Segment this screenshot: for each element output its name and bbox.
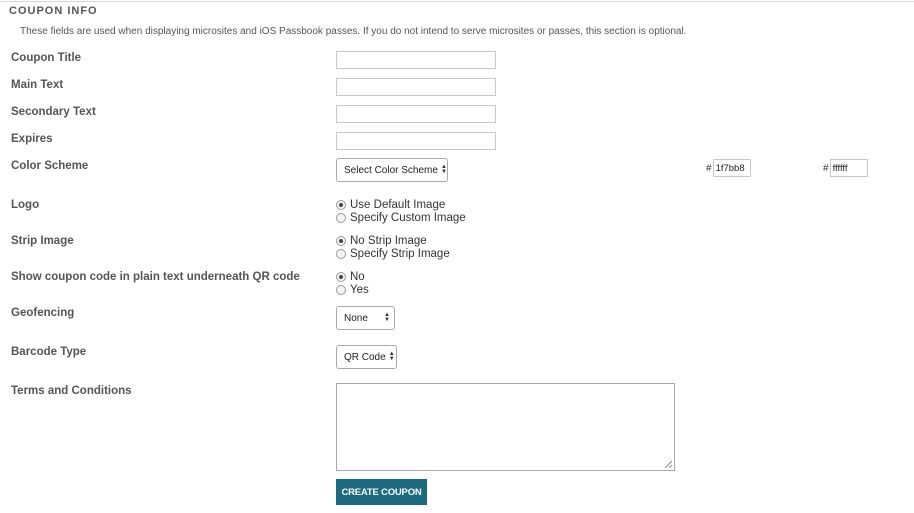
logo-label: Logo xyxy=(11,199,40,211)
secondary-color-input[interactable]: ffffff xyxy=(830,159,868,177)
show-code-option-no-label: No xyxy=(350,270,365,283)
radio-checked-icon[interactable] xyxy=(336,272,346,282)
primary-color-group xyxy=(706,159,751,177)
show-code-option-yes-label: Yes xyxy=(350,283,369,296)
radio-checked-icon[interactable] xyxy=(336,200,346,210)
select-arrows-icon: ▲ ▼ xyxy=(388,351,395,362)
create-coupon-button[interactable]: CREATE COUPON xyxy=(336,479,427,505)
secondary-color-group xyxy=(823,159,868,177)
logo-option-default[interactable] xyxy=(336,198,466,211)
primary-color-input[interactable]: 1f7bb8 xyxy=(713,159,751,177)
radio-unchecked-icon[interactable] xyxy=(336,285,346,295)
logo-radio-group xyxy=(336,198,466,224)
color-scheme-select-value: Select Color Scheme xyxy=(344,164,438,176)
hash-symbol: # xyxy=(823,162,829,174)
section-title: COUPON INFO xyxy=(9,5,98,17)
geofencing-select[interactable] xyxy=(336,306,395,330)
coupon-title-label: Coupon Title xyxy=(11,52,82,64)
show-code-label: Show coupon code in plain text underneath QR code xyxy=(11,271,300,283)
show-code-radio-group xyxy=(336,270,369,296)
top-divider xyxy=(0,1,914,2)
select-arrows-icon: ▲ ▼ xyxy=(440,164,447,175)
barcode-type-label: Barcode Type xyxy=(11,346,87,358)
strip-image-label: Strip Image xyxy=(11,235,74,247)
geofencing-label: Geofencing xyxy=(11,307,75,319)
secondary-text-input[interactable] xyxy=(336,105,496,123)
barcode-type-select-value: QR Code xyxy=(344,351,386,363)
show-code-option-yes[interactable] xyxy=(336,283,369,296)
main-text-input[interactable] xyxy=(336,78,496,96)
secondary-text-label: Secondary Text xyxy=(11,106,96,118)
radio-unchecked-icon[interactable] xyxy=(336,249,346,259)
radio-unchecked-icon[interactable] xyxy=(336,213,346,223)
geofencing-select-value: None xyxy=(344,312,368,324)
terms-label: Terms and Conditions xyxy=(11,385,132,397)
strip-option-none-label: No Strip Image xyxy=(350,234,427,247)
select-arrows-icon: ▲ ▼ xyxy=(384,312,390,323)
radio-checked-icon[interactable] xyxy=(336,236,346,246)
terms-textarea[interactable] xyxy=(336,383,675,471)
strip-option-specify-label: Specify Strip Image xyxy=(350,247,450,260)
logo-option-default-label: Use Default Image xyxy=(350,198,446,211)
show-code-option-no[interactable] xyxy=(336,270,369,283)
color-scheme-select[interactable] xyxy=(336,158,448,182)
strip-option-specify[interactable] xyxy=(336,247,450,260)
barcode-type-select[interactable] xyxy=(336,345,397,369)
strip-option-none[interactable] xyxy=(336,234,450,247)
expires-input[interactable] xyxy=(336,132,496,150)
logo-option-custom[interactable] xyxy=(336,211,466,224)
main-text-label: Main Text xyxy=(11,79,64,91)
logo-option-custom-label: Specify Custom Image xyxy=(350,211,466,224)
coupon-title-input[interactable] xyxy=(336,51,496,69)
strip-image-radio-group xyxy=(336,234,450,260)
resize-handle-icon[interactable] xyxy=(664,460,673,469)
section-description: These fields are used when displaying microsites and iOS Passbook passes. If you do not intend to serve microsites or passes, this section is optional. xyxy=(20,26,687,37)
hash-symbol: # xyxy=(706,162,712,174)
expires-label: Expires xyxy=(11,133,53,145)
color-scheme-label: Color Scheme xyxy=(11,160,89,172)
